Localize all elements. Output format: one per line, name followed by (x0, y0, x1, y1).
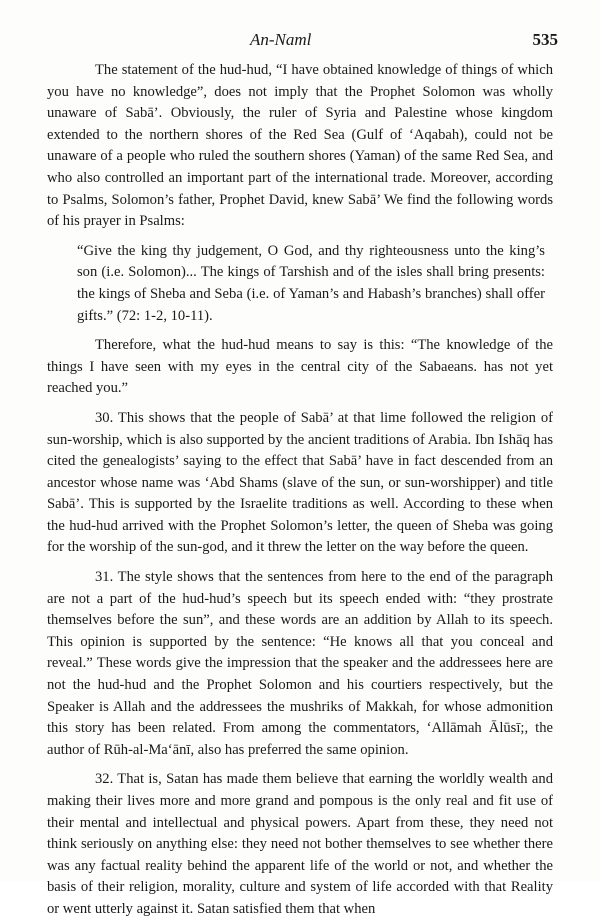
body-text (47, 60, 553, 921)
running-title: An-Naml (250, 30, 312, 49)
paragraph-hud-hud-statement: The statement of the hud-hud, “I have obtained knowledge of things of which you have no knowledge”, does not imply that the Prophet Solomon was wholly unaware of Sabā’. Obviously, the ruler of Syria and Palestine whose kingdom extended to the northern shores of the Red Sea (Gulf of ‘Aqabah), could not be unaware of a people who ruled the southern shores (Yaman) of the same Red Sea, and who also controlled an important part of the international trade. Moreover, according to Psalms, Solomon’s father, Prophet David, knew Sabā’ We find the following words of his prayer in Psalms: (47, 62, 553, 230)
paragraph-therefore: Therefore, what the hud-hud means to say is this: “The knowledge of the things I have seen with my eyes in the central city of the Sabaeans. has not yet reached you.” (47, 337, 553, 397)
note-30: 30. This shows that the people of Sabā’ at that lime followed the religion of sun-worship, which is also supported by the ancient traditions of Arabia. Ibn Ishāq has cited the genealogists’ saying to the effect that Sabā’ have in fact descended from an ancestor whose name was ‘Abd Shams (slave of the sun, or sun-worshipper) and title Sabā’. This is supported by the Israelite traditions as well. According to these when the hud-hud arrived with the Prophet Solomon’s letter, the queen of Sheba was going for the worship of the sun-god, and it threw the letter on the way before the queen. (47, 409, 553, 556)
note-32: 32. That is, Satan has made them believe that earning the worldly wealth and making their lives more and more grand and pompous is the only real and fit use of their mental and intellectual and physical powers. Apart from these, they need not think seriously on anything else: they need not bother themselves to see whether there was any factual reality behind the apparent life of the world or not, and whether the basis of their religion, morality, culture and system of life accorded with that Reality or went utterly against it. Satan satisfied them that when (47, 771, 553, 917)
page-header (0, 30, 600, 54)
page-number: 535 (532, 30, 558, 49)
note-31: 31. The style shows that the sentences from here to the end of the paragraph are not a part of the hud-hud’s speech but its speech ended with: “they prostrate themselves before the sun”, and these words are an addition by Allah to its speech. This opinion is supported by the sentence: “He knows all that you conceal and reveal.” These words give the impression that the speaker and the addressees here are not the hud-hud and the Prophet Solomon and his courtiers respectively, but the Speaker is Allah and the addressees the mushriks of Makkah, for whose admonition this story has been related. From among the commentators, ‘Allāmah Ālūsī;, the author of Rūh-al-Ma‘ānī, also has preferred the same opinion. (47, 569, 553, 758)
psalms-quote: “Give the king thy judgement, O God, and thy righteousness unto the king’s son (i.e. Solomon)... The kings of Tarshish and of the isles shall bring presents: the kings of Sheba and Seba (i.e. of Yaman’s and Habash’s branches) shall offer gifts.” (72: 1-2, 10-11). (77, 242, 545, 324)
